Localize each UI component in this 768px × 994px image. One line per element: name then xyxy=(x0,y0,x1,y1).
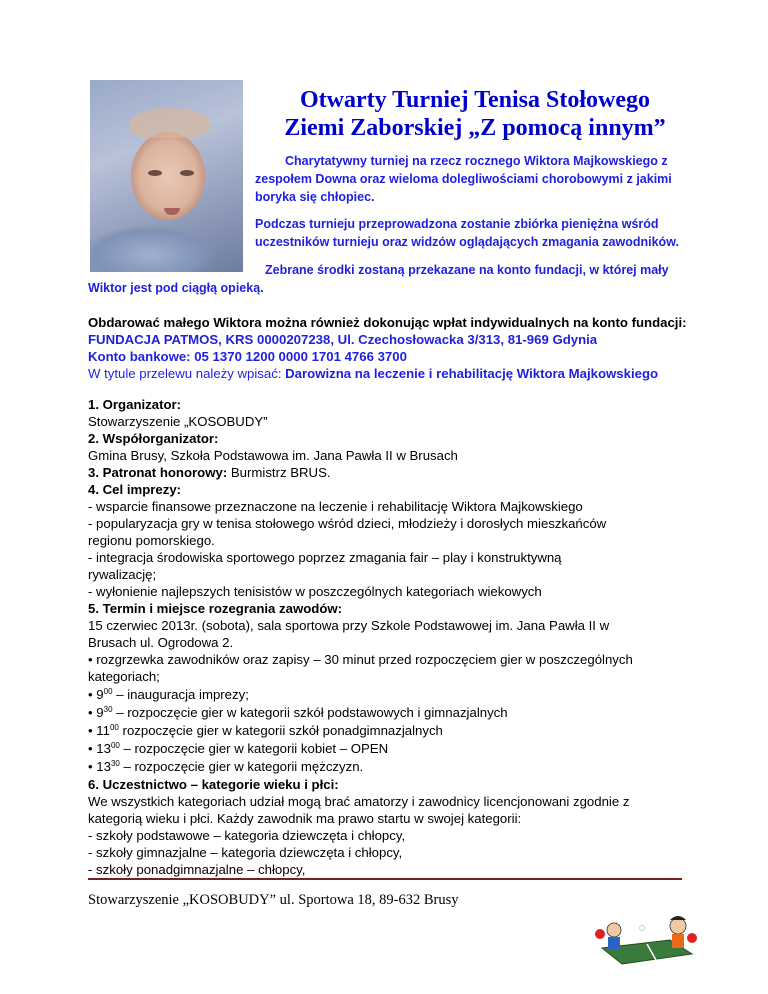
time-minutes: 00 xyxy=(109,723,119,732)
page-title-line1: Otwarty Turniej Tenisa Stołowego xyxy=(299,87,651,113)
section-4-line-1: - wsparcie finansowe przeznaczone na leczenie i rehabilitację Wiktora Majkowskiego xyxy=(88,499,583,514)
section-6-line-5: - szkoły ponadgimnazjalne – chłopcy, xyxy=(88,862,306,877)
intro-paragraph-1: Charytatywny turniej na rzecz rocznego Wiktora Majkowskiego z zespołem Downa oraz wieloma dolegliwościami chorobowymi z jakimi boryka się chłopiec. xyxy=(255,154,672,204)
section-1-text: Stowarzyszenie „KOSOBUDY” xyxy=(88,414,268,429)
donation-title-prefix: W tytule przelewu należy wpisać: xyxy=(88,366,286,381)
schedule-bullet-1a: • rozgrzewka zawodników oraz zapisy – 30 minut przed rozpoczęciem gier w poszczególnych xyxy=(88,652,633,667)
section-5-line-2: Brusach ul. Ogrodowa 2. xyxy=(88,635,234,650)
section-2-text: Gmina Brusy, Szkoła Podstawowa im. Jana Pawła II w Brusach xyxy=(88,448,458,463)
intro-paragraph-3a: Zebrane środki zostaną przekazane na konto fundacji, w której mały xyxy=(265,263,669,277)
section-4-line-4: - integracja środowiska sportowego poprzez zmagania fair – play i konstruktywną xyxy=(88,550,562,565)
time-minutes: 00 xyxy=(110,741,120,750)
schedule-bullet-5: • $13^{00}$ – rozpoczęcie gier w kategorii kobiet – OPEN xyxy=(88,741,389,756)
schedule-bullet-2: • $9^{00}$ – inauguracja imprezy; xyxy=(88,687,249,702)
footer-address: Stowarzyszenie „KOSOBUDY” ul. Sportowa 18, 89-632 Brusy xyxy=(88,892,459,908)
schedule-text: – rozpoczęcie gier w kategorii kobiet – OPEN xyxy=(119,741,389,756)
intro-paragraph-2: Podczas turnieju przeprowadzona zostanie zbiórka pieniężna wśród uczestników turnieju oraz widzów oglądających zmagania zawodników. xyxy=(255,217,679,249)
donation-line-1: Obdarować małego Wiktora można również dokonując wpłat indywidualnych na konto fundacji: xyxy=(88,315,687,330)
donation-account: Konto bankowe: 05 1370 1200 0000 1701 4766 3700 xyxy=(88,349,407,364)
schedule-bullet-3: • $9^{30}$ – rozpoczęcie gier w kategorii szkół podstawowych i gimnazjalnych xyxy=(88,705,508,720)
section-3-line xyxy=(88,464,331,481)
section-6-line-4: - szkoły gimnazjalne – kategoria dziewczęta i chłopcy, xyxy=(88,845,403,860)
donation-foundation: FUNDACJA PATMOS, KRS 0000207238, Ul. Czechosłowacka 3/313, 81-969 Gdynia xyxy=(88,332,598,347)
donation-title-text: Darowizna na leczenie i rehabilitację Wiktora Majkowskiego xyxy=(285,366,659,381)
footer-divider xyxy=(88,878,682,880)
schedule-bullet-4: • $11^{00}$ rozpoczęcie gier w kategorii szkół ponadgimnazjalnych xyxy=(88,723,443,738)
time-hour: 9 xyxy=(96,705,104,720)
schedule-text: rozpoczęcie gier w kategorii szkół ponadgimnazjalnych xyxy=(118,723,443,738)
section-5-line-1: 15 czerwiec 2013r. (sobota), sala sportowa przy Szkole Podstawowej im. Jana Pawła II w xyxy=(88,618,610,633)
section-4-heading: 4. Cel imprezy: xyxy=(88,482,182,497)
section-4-line-3: regionu pomorskiego. xyxy=(88,533,215,548)
schedule-text: – inauguracja imprezy; xyxy=(112,687,249,702)
section-5-heading: 5. Termin i miejsce rozegrania zawodów: xyxy=(88,601,343,616)
time-hour: 13 xyxy=(96,759,111,774)
schedule-bullet-6: • $13^{30}$ – rozpoczęcie gier w kategorii mężczyzn. xyxy=(88,759,364,774)
section-6-line-3: - szkoły podstawowe – kategoria dziewczęta i chłopcy, xyxy=(88,828,406,843)
donation-title-line xyxy=(88,365,658,382)
page-title-line2: Ziemi Zaborskiej „Z pomocą innym” xyxy=(284,115,666,141)
section-2-heading: 2. Współorganizator: xyxy=(88,431,219,446)
section-6-line-2: kategorią wieku i płci. Każdy zawodnik ma prawo startu w swojej kategorii: xyxy=(88,811,522,826)
time-minutes: 00 xyxy=(103,687,113,696)
time-hour: 9 xyxy=(96,687,104,702)
schedule-bullet-1b: kategoriach; xyxy=(88,669,160,684)
section-4-line-5: rywalizację; xyxy=(88,567,157,582)
intro-paragraph-3b: Wiktor jest pod ciągłą opieką. xyxy=(88,281,264,295)
schedule-text: – rozpoczęcie gier w kategorii mężczyzn. xyxy=(119,759,364,774)
section-6-heading: 6. Uczestnictwo – kategorie wieku i płci: xyxy=(88,777,339,792)
section-6-line-1: We wszystkich kategoriach udział mogą brać amatorzy i zawodnicy licencjonowani zgodnie z xyxy=(88,794,630,809)
time-minutes: 30 xyxy=(103,705,113,714)
section-3-text: Burmistrz BRUS. xyxy=(227,465,331,480)
time-hour: 13 xyxy=(96,741,111,756)
schedule-text: – rozpoczęcie gier w kategorii szkół podstawowych i gimnazjalnych xyxy=(112,705,508,720)
section-4-line-2: - popularyzacja gry w tenisa stołowego wśród dzieci, młodzieży i dorosłych mieszkańców xyxy=(88,516,607,531)
time-minutes: 30 xyxy=(110,759,120,768)
section-1-heading: 1. Organizator: xyxy=(88,397,182,412)
ping-pong-logo-icon xyxy=(592,910,702,970)
time-hour: 11 xyxy=(96,723,110,738)
section-4-line-6: - wyłonienie najlepszych tenisistów w poszczególnych kategoriach wiekowych xyxy=(88,584,542,599)
section-3-heading: 3. Patronat honorowy: xyxy=(88,465,228,480)
child-photo xyxy=(90,80,243,272)
